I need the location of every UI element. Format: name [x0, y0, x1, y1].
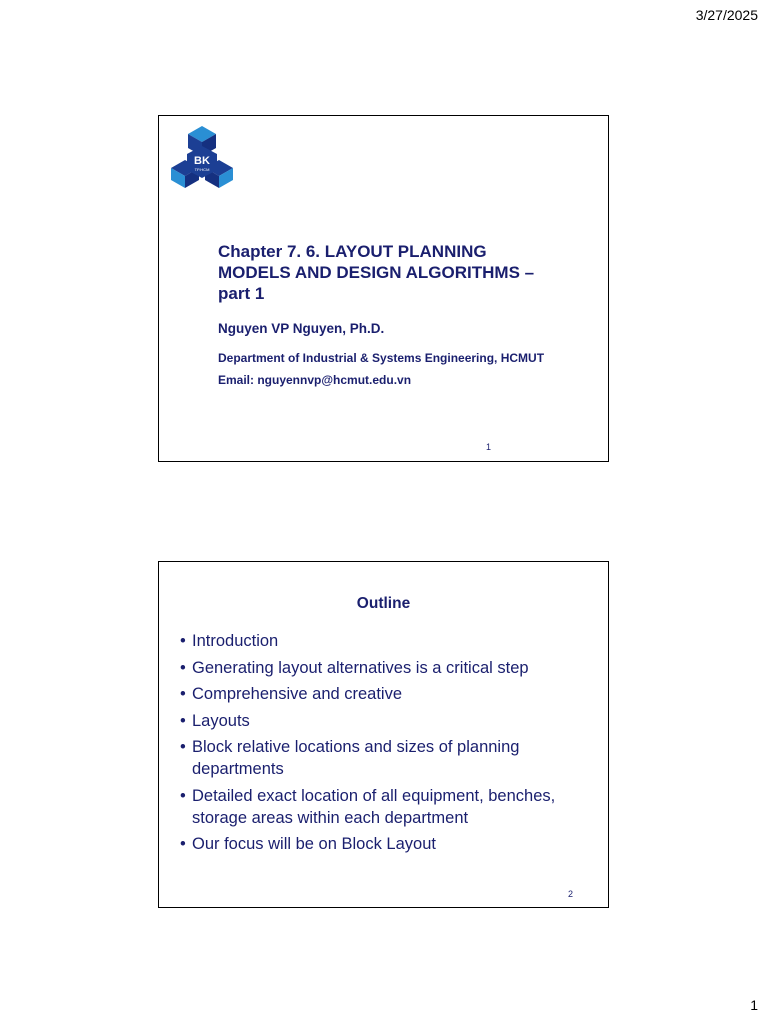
- bullet-icon: •: [180, 685, 186, 703]
- page-number: 1: [750, 997, 758, 1013]
- outline-item: • Layouts: [180, 711, 250, 730]
- outline-list: [180, 630, 590, 860]
- outline-item: • Comprehensive and creative: [180, 685, 403, 703]
- department: Department of Industrial & Systems Engineering, HCMUT: [218, 351, 545, 365]
- slide-2: [158, 561, 609, 908]
- outline-item: • Detailed exact location of all equipment, benches, storage areas within each department: [180, 786, 556, 827]
- slide-number: 2: [568, 889, 574, 899]
- slide-title: Chapter 7. 6. LAYOUT PLANNING MODELS AND DESIGN ALGORITHMS – part 1: [218, 242, 535, 303]
- logo-subtext: TP.HCM: [194, 167, 210, 172]
- page-date: 3/27/2025: [695, 7, 758, 23]
- bullet-icon: •: [180, 711, 186, 730]
- outline-item: • Generating layout alternatives is a critical step: [180, 658, 529, 677]
- bullet-icon: •: [180, 786, 186, 805]
- bk-logo: [171, 126, 233, 190]
- email: Email: nguyennvp@hcmut.edu.vn: [218, 373, 412, 387]
- slide-1: [158, 115, 609, 462]
- outline-item: • Introduction: [180, 632, 279, 650]
- author-name: Nguyen VP Nguyen, Ph.D.: [218, 321, 385, 336]
- bullet-icon: •: [180, 632, 186, 650]
- bullet-icon: •: [180, 738, 186, 756]
- outline-item: • Our focus will be on Block Layout: [180, 835, 436, 853]
- outline-title: Outline: [356, 595, 411, 612]
- bullet-icon: •: [180, 658, 186, 677]
- bullet-icon: •: [180, 835, 186, 853]
- slide-number: 1: [486, 442, 492, 452]
- outline-item: • Block relative locations and sizes of planning departments: [180, 738, 520, 778]
- logo-text: BK: [194, 155, 210, 167]
